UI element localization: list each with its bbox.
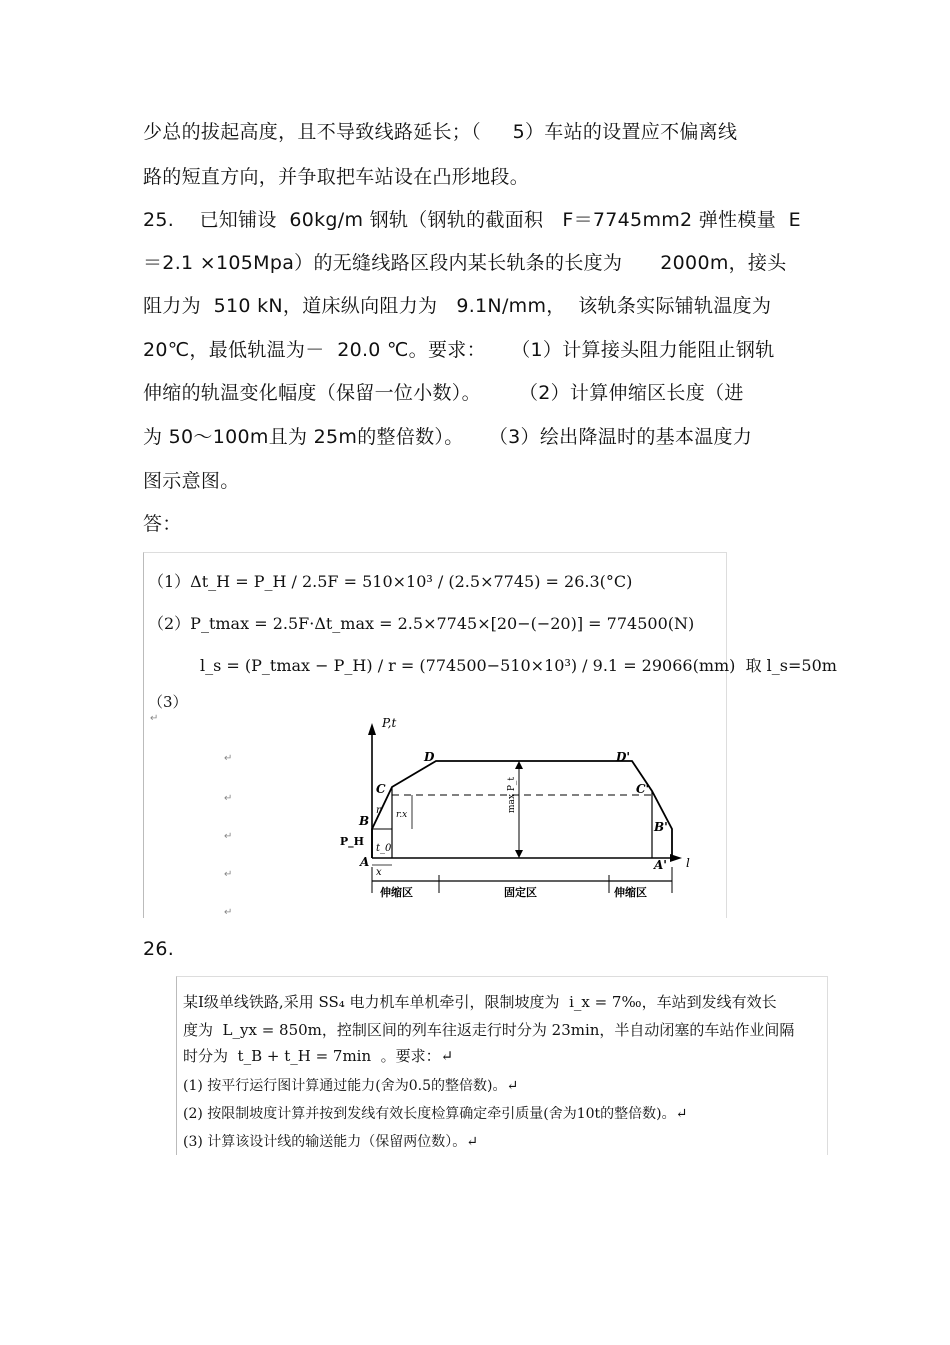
return-mark: ↵ xyxy=(224,907,233,918)
question-25-line-1: 25. 已知铺设 60kg/m 钢轨（钢轨的截面积 F＝7745mm2 弹性模量 E xyxy=(143,209,801,231)
solution-panel xyxy=(143,552,837,918)
zone-right-label: 伸缩区 xyxy=(614,886,647,899)
x-axis-label: l xyxy=(686,856,690,870)
r-label: r xyxy=(376,805,381,816)
rx-label: r.x xyxy=(396,810,408,820)
max-force-label: max P_t xyxy=(507,776,517,813)
y-axis-label: P,t xyxy=(382,716,397,730)
t0-label: t_0 xyxy=(376,843,392,854)
q26-item-1: (1) 按平行运行图计算通过能力(舍为0.5的整倍数)。↵ xyxy=(183,1078,519,1094)
max-arrow-top xyxy=(515,761,523,769)
solution-step-2b: l_s = (P_tmax − P_H) / r = (774500−510×10³) / 9.1 = 29066(mm) 取 l_s=50m xyxy=(200,656,837,675)
q26-line-2: 度为 L_yx = 850m，控制区间的列车往返走行时分为 23min，半自动闭塞的车站作业间隔 xyxy=(183,1021,795,1039)
solution-step-1: （1）Δt_H = P_H / 2.5F = 510×10³ / (2.5×7745) = 26.3(°C) xyxy=(148,572,633,591)
force-curve xyxy=(372,761,672,858)
return-mark: ↵ xyxy=(224,753,233,764)
zone-mid-label: 固定区 xyxy=(504,886,537,899)
question-25-line-6: 为 50～100m且为 25m的整倍数）。 （3）绘出降温时的基本温度力 xyxy=(143,426,753,448)
x-label: x xyxy=(376,867,382,878)
ph-label: P_H xyxy=(339,835,364,848)
zone-left-label: 伸缩区 xyxy=(380,886,413,899)
q26-item-3: (3) 计算该设计线的输送能力（保留两位数）。↵ xyxy=(183,1134,479,1150)
question-25-line-4: 20℃，最低轨温为－ 20.0 ℃。要求： （1）计算接头阻力能阻止钢轨 xyxy=(143,339,775,361)
question-25-line-3: 阻力为 510 kN，道床纵向阻力为 9.1N/mm， 该轨条实际铺轨温度为 xyxy=(143,295,772,317)
return-mark: ↵ xyxy=(224,831,233,842)
return-mark: ↵ xyxy=(224,793,233,804)
question-25-line-2: ＝2.1 ×105Mpa）的无缝线路区段内某长轨条的长度为 2000m，接头 xyxy=(143,252,787,274)
text-line-1: 少总的拔起高度，且不导致线路延长；（ 5）车站的设置应不偏离线 xyxy=(143,121,738,143)
q26-item-2: (2) 按限制坡度计算并按到发线有效长度检算确定牵引质量(舍为10t的整倍数)。↵ xyxy=(183,1106,688,1122)
point-b-prime: B' xyxy=(654,820,668,834)
point-d: D xyxy=(424,750,435,764)
point-d-prime: D' xyxy=(616,750,631,764)
return-mark: ↵ xyxy=(150,713,159,724)
point-c: C xyxy=(376,782,386,796)
question-25-line-7: 图示意图。 xyxy=(143,470,240,492)
question-26-number: 26. xyxy=(143,938,175,960)
question-25-line-5: 伸缩的轨温变化幅度（保留一位小数）。 （2）计算伸缩区长度（进 xyxy=(143,382,744,404)
q26-line-1: 某Ⅰ级单线铁路,采用 SS₄ 电力机车单机牵引，限制坡度为 i_x = 7‰，车站到发线有效长 xyxy=(183,993,777,1011)
y-axis-arrow xyxy=(368,723,376,735)
return-mark: ↵ xyxy=(224,869,233,880)
solution-step-2: （2）P_tmax = 2.5F·Δt_max = 2.5×7745×[20−(−20)] = 774500(N) xyxy=(148,614,695,633)
answer-label: 答： xyxy=(143,513,182,535)
solution-step-3: （3） xyxy=(148,693,188,711)
max-arrow-bottom xyxy=(515,850,523,858)
point-a: A xyxy=(360,855,370,869)
text-line-2: 路的短直方向，并争取把车站设在凸形地段。 xyxy=(143,166,530,188)
question-26-panel xyxy=(176,976,828,1155)
point-a-prime: A' xyxy=(654,858,667,872)
temperature-force-diagram xyxy=(144,553,726,918)
q26-line-3: 时分为 t_B + t_H = 7min 。要求：↵ xyxy=(183,1047,454,1065)
point-b: B xyxy=(359,814,370,828)
point-c-prime: C' xyxy=(636,782,650,796)
